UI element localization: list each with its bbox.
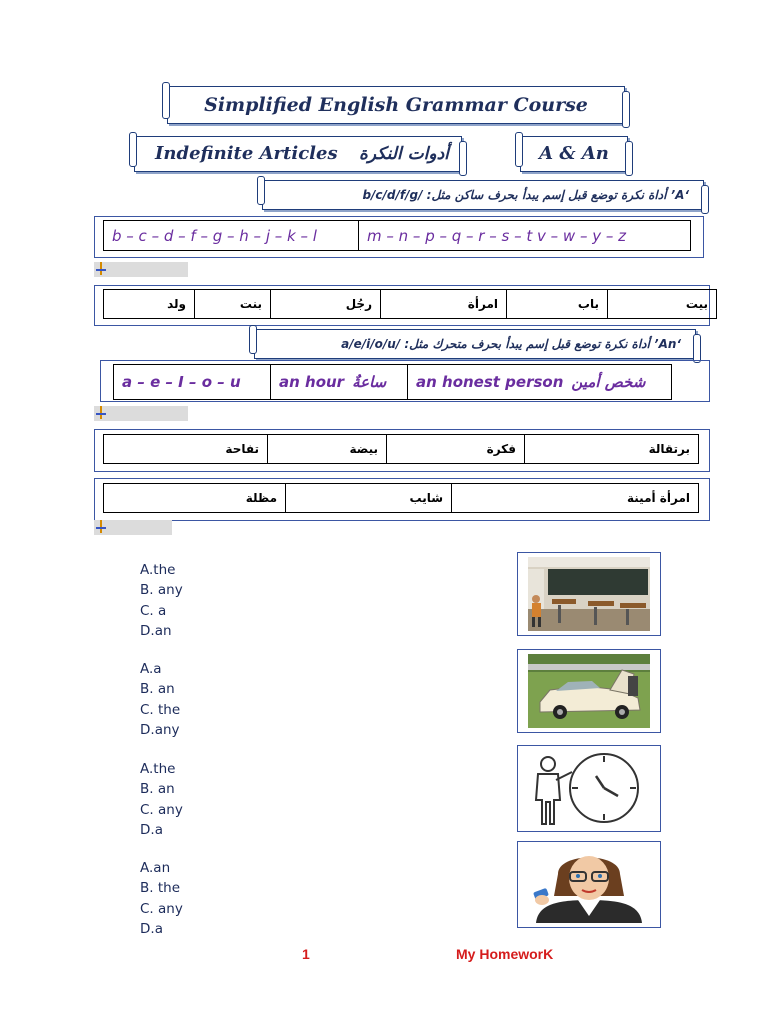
question-1-options — [140, 560, 183, 641]
option[interactable]: C. any — [140, 900, 183, 917]
consonant-words-table — [103, 289, 717, 319]
word-cell: ولد — [104, 290, 195, 318]
option[interactable]: A.the — [140, 562, 176, 578]
question-3-options — [140, 759, 183, 840]
vowel-words-row2-table — [103, 483, 699, 513]
car-image — [517, 649, 661, 733]
honest-english: an honest person — [416, 373, 564, 391]
teacher-illustration — [528, 846, 650, 923]
section-marker — [94, 520, 172, 535]
subtitle-arabic: أدوات النكرة — [359, 144, 449, 164]
hour-english: an hour — [279, 373, 345, 391]
word-cell: بيت — [685, 297, 708, 311]
rule-an-box — [254, 329, 696, 359]
page-number: 1 — [302, 946, 310, 962]
option[interactable]: D.a — [140, 821, 163, 838]
word-cell: مظلة — [104, 484, 286, 512]
option[interactable]: C. the — [140, 701, 181, 718]
question-2-options — [140, 659, 180, 740]
option[interactable]: B. an — [140, 781, 175, 798]
course-title: Simplified English Grammar Course — [204, 94, 588, 116]
rule-a-text: ‘A’ أداة نكرة توضع قبل إسم يبدأ بحرف ساكن مثل: /b/c/d/f/g — [362, 188, 689, 202]
option[interactable]: B. the — [140, 880, 181, 897]
rule-an-text: ‘An’ أداة نكرة توضع قبل إسم يبدأ بحرف متحرك مثل: /a/e/i/o/u — [341, 337, 681, 351]
course-title-box — [167, 86, 625, 124]
vowels-table — [113, 364, 672, 400]
word-cell: فكرة — [387, 435, 525, 463]
consonants-cell-2: m – n – p – q – r – s – t v – w – y – z — [358, 221, 690, 250]
option[interactable]: C. a — [140, 602, 167, 619]
word-cell: امرأة أمينة — [627, 491, 690, 505]
teacher-image — [517, 841, 661, 928]
word-cell: باب — [507, 290, 608, 318]
consonants-table — [103, 220, 691, 251]
clock-image — [517, 745, 661, 832]
question-4-options — [140, 858, 183, 939]
footer-brand: My HomeworK — [456, 946, 554, 962]
man-clock-illustration — [528, 750, 650, 826]
word-cell: تفاحة — [104, 435, 268, 463]
option[interactable]: B. any — [140, 582, 183, 599]
option[interactable]: B. an — [140, 681, 175, 698]
vowels-honest — [407, 365, 671, 399]
vowels-hour — [270, 365, 407, 399]
subtitle-english: Indefinite Articles — [155, 143, 338, 164]
word-cell: بنت — [195, 290, 271, 318]
rule-a-box — [262, 180, 704, 210]
consonants-cell-1: b – c – d – f – g – h – j – k – l — [112, 226, 317, 245]
vowel-words-row1-table — [103, 434, 699, 464]
anchor-icon — [96, 520, 106, 533]
section-marker — [94, 262, 188, 277]
subtitle-box — [134, 136, 462, 172]
option[interactable]: A.an — [140, 860, 171, 876]
vowels-letters: a – e – I – o – u — [122, 373, 241, 391]
anchor-icon — [96, 262, 106, 275]
option[interactable]: A.the — [140, 761, 176, 777]
option[interactable]: D.an — [140, 622, 172, 639]
word-cell: امرأة — [381, 290, 507, 318]
option[interactable]: A.a — [140, 661, 162, 677]
a-an-box — [520, 136, 628, 172]
word-cell: بيضة — [268, 435, 387, 463]
word-cell: شايب — [286, 484, 452, 512]
a-an-label: A & An — [539, 143, 609, 164]
classroom-illustration — [528, 557, 650, 631]
car-illustration — [528, 654, 650, 728]
option[interactable]: D.any — [140, 721, 180, 738]
classroom-image — [517, 552, 661, 636]
section-marker — [94, 406, 188, 421]
hour-arabic: ساعةٌ — [352, 373, 387, 391]
word-cell: رجُل — [271, 290, 381, 318]
option[interactable]: C. any — [140, 801, 183, 818]
honest-arabic: شخص أمين — [571, 373, 646, 391]
option[interactable]: D.a — [140, 920, 163, 937]
anchor-icon — [96, 406, 106, 419]
word-cell: برتقالة — [648, 442, 690, 456]
